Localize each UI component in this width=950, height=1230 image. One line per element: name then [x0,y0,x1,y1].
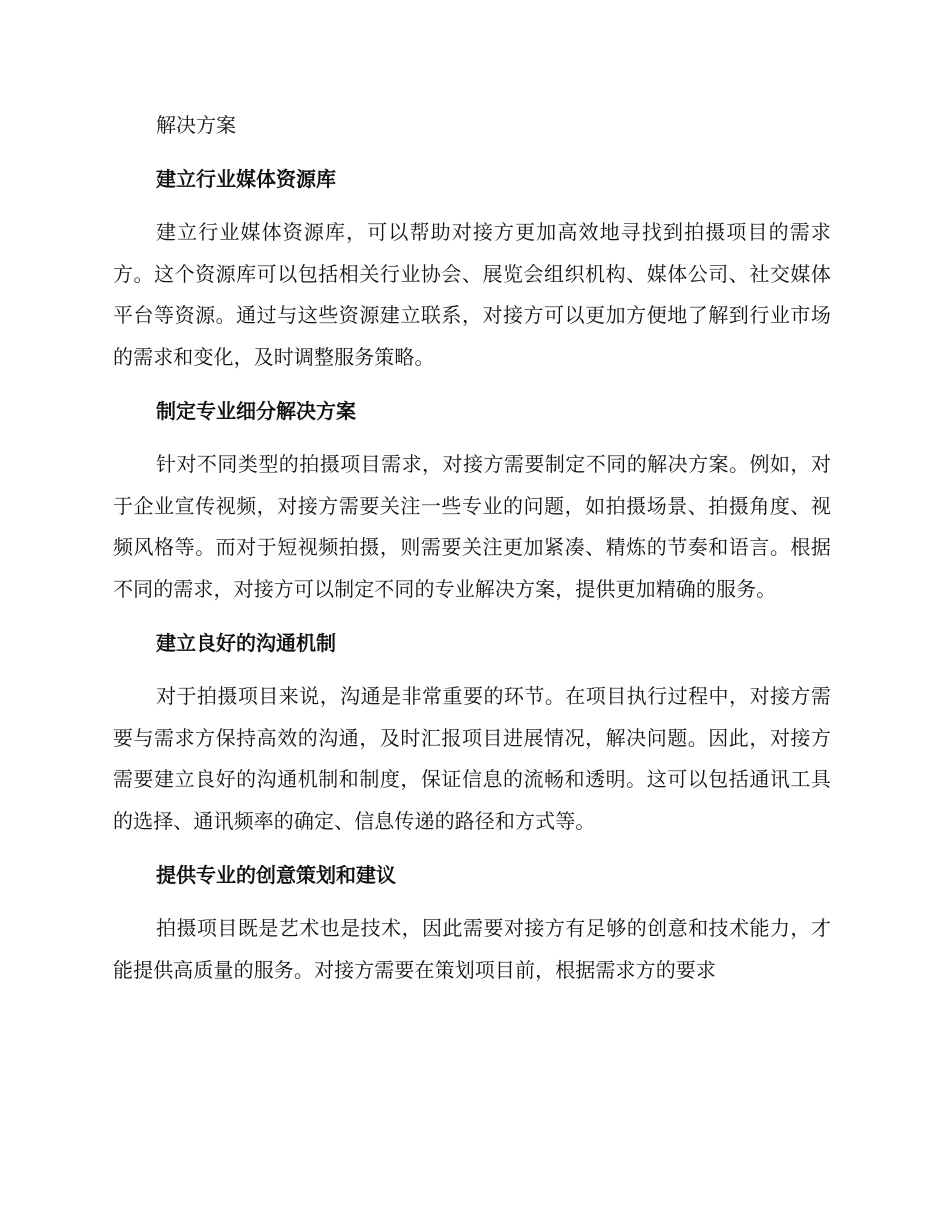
section-1 [113,158,831,378]
section-3 [113,622,831,842]
section-body: 拍摄项目既是艺术也是技术，因此需要对接方有足够的创意和技术能力，才能提供高质量的服务。对接方需要在策划项目前，根据需求方的要求 [113,916,831,982]
section-body: 对于拍摄项目来说，沟通是非常重要的环节。在项目执行过程中，对接方需要与需求方保持高效的沟通，及时汇报项目进展情况，解决问题。因此，对接方需要建立良好的沟通机制和制度，保证信息的流畅和透明。这可以包括通讯工具的选择、通讯频率的确定、信息传递的路径和方式等。 [113,684,831,833]
section-heading: 制定专业细分解决方案 [156,399,356,423]
section-heading: 建立良好的沟通机制 [156,631,336,655]
document-title: 解决方案 [156,113,236,137]
section-4 [113,854,831,991]
document-page [113,104,831,1003]
section-body: 针对不同类型的拍摄项目需求，对接方需要制定不同的解决方案。例如，对于企业宣传视频，对接方需要关注一些专业的问题，如拍摄场景、拍摄角度、视频风格等。而对于短视频拍摄，则需要关注更加紧凑、精炼的节奏和语言。根据不同的需求，对接方可以制定不同的专业解决方案，提供更加精确的服务。 [113,452,831,601]
section-2 [113,390,831,610]
section-heading: 建立行业媒体资源库 [156,167,336,191]
section-body: 建立行业媒体资源库，可以帮助对接方更加高效地寻找到拍摄项目的需求方。这个资源库可以包括相关行业协会、展览会组织机构、媒体公司、社交媒体平台等资源。通过与这些资源建立联系，对接方可以更加方便地了解到行业市场的需求和变化，及时调整服务策略。 [113,220,831,369]
section-heading: 提供专业的创意策划和建议 [156,863,396,887]
